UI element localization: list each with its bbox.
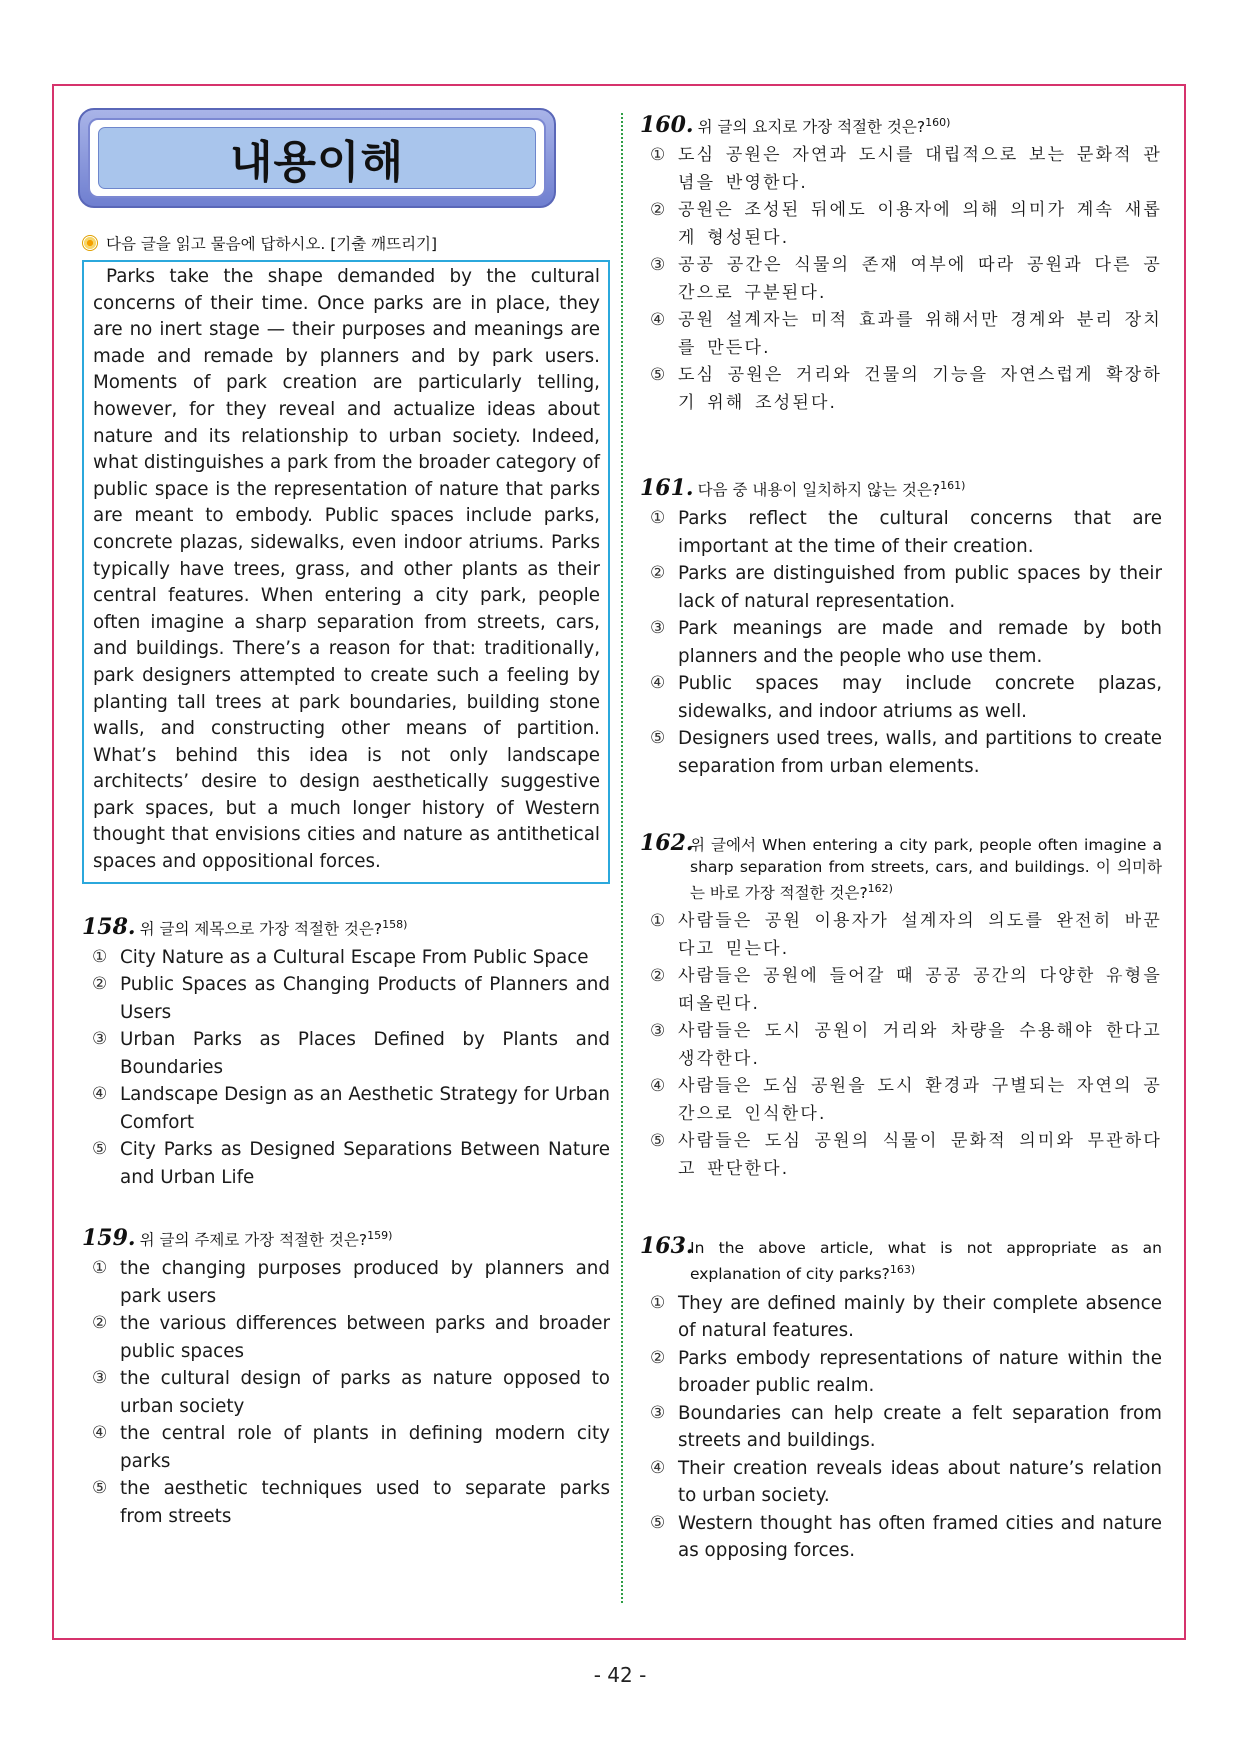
question-header [640,475,1162,501]
question-161 [640,475,1162,780]
question-header [640,832,1162,904]
footnote-ref: 159) [367,1229,393,1243]
footnote-ref: 160) [925,116,951,129]
question-header [640,112,1162,138]
option-3[interactable]: ③ the cultural design of parks as nature opposed to urban society [92,1368,610,1417]
question-prompt: 위 글의 요지로 가장 적절한 것은? [697,118,926,137]
left-column [82,108,610,1530]
option-list [640,908,1162,1183]
option-2[interactable]: ② Parks are distinguished from public spaces by their lack of natural representation. [650,563,1162,612]
question-number: 158. [82,913,136,940]
footnote-ref: 162) [867,882,893,896]
option-list [640,1290,1162,1565]
question-header [640,1235,1162,1285]
option-4[interactable]: ④ Landscape Design as an Aesthetic Strategy for Urban Comfort [92,1084,610,1133]
right-column [640,112,1162,1565]
section-title: 내용이해 [229,137,404,188]
footnote-ref: 161) [940,479,966,493]
option-list [82,1255,610,1530]
question-163 [640,1235,1162,1564]
option-list [640,505,1162,780]
option-2[interactable]: ② 공원은 조성된 뒤에도 이용자에 의해 의미가 계속 새롭게 형성된다. [650,200,1162,248]
question-prompt: 위 글에서 When entering a city park, people often imagine a sharp separation from streets, cars, and buildings. 이 의미하는 바로 가장 적절한 것은? [690,836,1162,903]
passage-text: Parks take the shape demanded by the cultural concerns of their time. Once parks are in place, they are no inert stage — their purposes and meanings are made and remade by planners and by park users. Moments of park creation are particularly telling, however, for they reveal and actualize ideas about nature and its relationship to urban society. Indeed, what distinguishes a park from the broader category of public space is the representation of nature that parks are meant to embody. Public spaces include parks, concrete plazas, sidewalks, even indoor atriums. Parks typically have trees, grass, and other plants as their central features. When entering a city park, people often imagine a sharp separation from streets, cars, and buildings. There’s a reason for that: traditionally, park designers attempted to create such a feeling by planting tall trees at park boundaries, building stone walls, and constructing other means of partition. What’s behind this idea is not only landscape architects’ desire to design aesthetically suggestive park spaces, but a much longer history of Western thought that envisions cities and nature as antithetical spaces and oppositional forces. [93,266,600,873]
question-159 [82,1225,610,1530]
option-4[interactable]: ④ Their creation reveals ideas about nature’s relation to urban society. [650,1457,1162,1507]
question-prompt: 위 글의 제목으로 가장 적절한 것은? [139,919,383,938]
question-158 [82,914,610,1192]
footnote-ref: 158) [382,917,408,931]
reading-passage [82,260,610,884]
option-1[interactable]: ① They are defined mainly by their complete absence of natural features. [650,1292,1162,1342]
option-5[interactable]: ⑤ the aesthetic techniques used to separate parks from streets [92,1478,610,1527]
question-162 [640,832,1162,1183]
page-number: - 42 - [593,1663,647,1687]
question-prompt: 위 글의 주제로 가장 적절한 것은? [139,1231,368,1250]
question-number: 159. [82,1225,136,1252]
option-5[interactable]: ⑤ 도심 공원은 거리와 건물의 기능을 자연스럽게 확장하기 위해 조성된다. [650,365,1162,413]
option-5[interactable]: ⑤ Designers used trees, walls, and partitions to create separation from urban elements. [650,728,1162,777]
option-2[interactable]: ② Parks embody representations of nature within the broader public realm. [650,1347,1162,1397]
option-list [640,142,1162,417]
option-1[interactable]: ① the changing purposes produced by planners and park users [92,1258,610,1307]
question-header [82,1225,610,1251]
option-3[interactable]: ③ Park meanings are made and remade by both planners and the people who use them. [650,618,1162,667]
question-number: 162. [640,830,694,857]
question-number: 163. [640,1233,694,1260]
title-banner [78,108,556,208]
column-divider [621,113,623,1603]
option-3[interactable]: ③ 사람들은 도시 공원이 거리와 차량을 수용해야 한다고 생각한다. [650,1021,1162,1069]
question-prompt: 다음 중 내용이 일치하지 않는 것은? [697,481,941,500]
option-5[interactable]: ⑤ City Parks as Designed Separations Between Nature and Urban Life [92,1139,610,1188]
instruction [82,232,610,254]
option-5[interactable]: ⑤ Western thought has often framed cities and nature as opposing forces. [650,1512,1162,1562]
option-1[interactable]: ① 사람들은 공원 이용자가 설계자의 의도를 완전히 바꾼다고 믿는다. [650,911,1162,959]
option-4[interactable]: ④ Public spaces may include concrete plazas, sidewalks, and indoor atriums as well. [650,673,1162,722]
option-4[interactable]: ④ 사람들은 도심 공원을 도시 환경과 구별되는 자연의 공간으로 인식한다. [650,1076,1162,1124]
option-3[interactable]: ③ Urban Parks as Places Defined by Plants and Boundaries [92,1029,610,1078]
question-prompt: In the above article, what is not appropriate as an explanation of city parks? [690,1239,1162,1284]
option-4[interactable]: ④ 공원 설계자는 미적 효과를 위해서만 경계와 분리 장치를 만든다. [650,310,1162,358]
flower-icon [82,235,98,251]
option-4[interactable]: ④ the central role of plants in defining modern city parks [92,1423,610,1472]
option-1[interactable]: ① 도심 공원은 자연과 도시를 대립적으로 보는 문화적 관념을 반영한다. [650,145,1162,193]
question-160 [640,112,1162,417]
option-2[interactable]: ② 사람들은 공원에 들어갈 때 공공 공간의 다양한 유형을 떠올린다. [650,966,1162,1014]
option-3[interactable]: ③ Boundaries can help create a felt separation from streets and buildings. [650,1402,1162,1452]
question-number: 160. [640,112,694,139]
option-1[interactable]: ① Parks reflect the cultural concerns that are important at the time of their creation. [650,508,1162,557]
instruction-text: 다음 글을 읽고 물음에 답하시오. [기출 깨뜨리기] [106,235,438,253]
option-2[interactable]: ② the various differences between parks and broader public spaces [92,1313,610,1362]
option-3[interactable]: ③ 공공 공간은 식물의 존재 여부에 따라 공원과 다른 공간으로 구분된다. [650,255,1162,303]
footnote-ref: 163) [889,1263,916,1277]
question-number: 161. [640,475,694,502]
option-5[interactable]: ⑤ 사람들은 도심 공원의 식물이 문화적 의미와 무관하다고 판단한다. [650,1131,1162,1179]
option-2[interactable]: ② Public Spaces as Changing Products of Planners and Users [92,974,610,1023]
option-list [82,944,610,1192]
question-header [82,914,610,940]
option-1[interactable]: ① City Nature as a Cultural Escape From Public Space [92,946,589,968]
